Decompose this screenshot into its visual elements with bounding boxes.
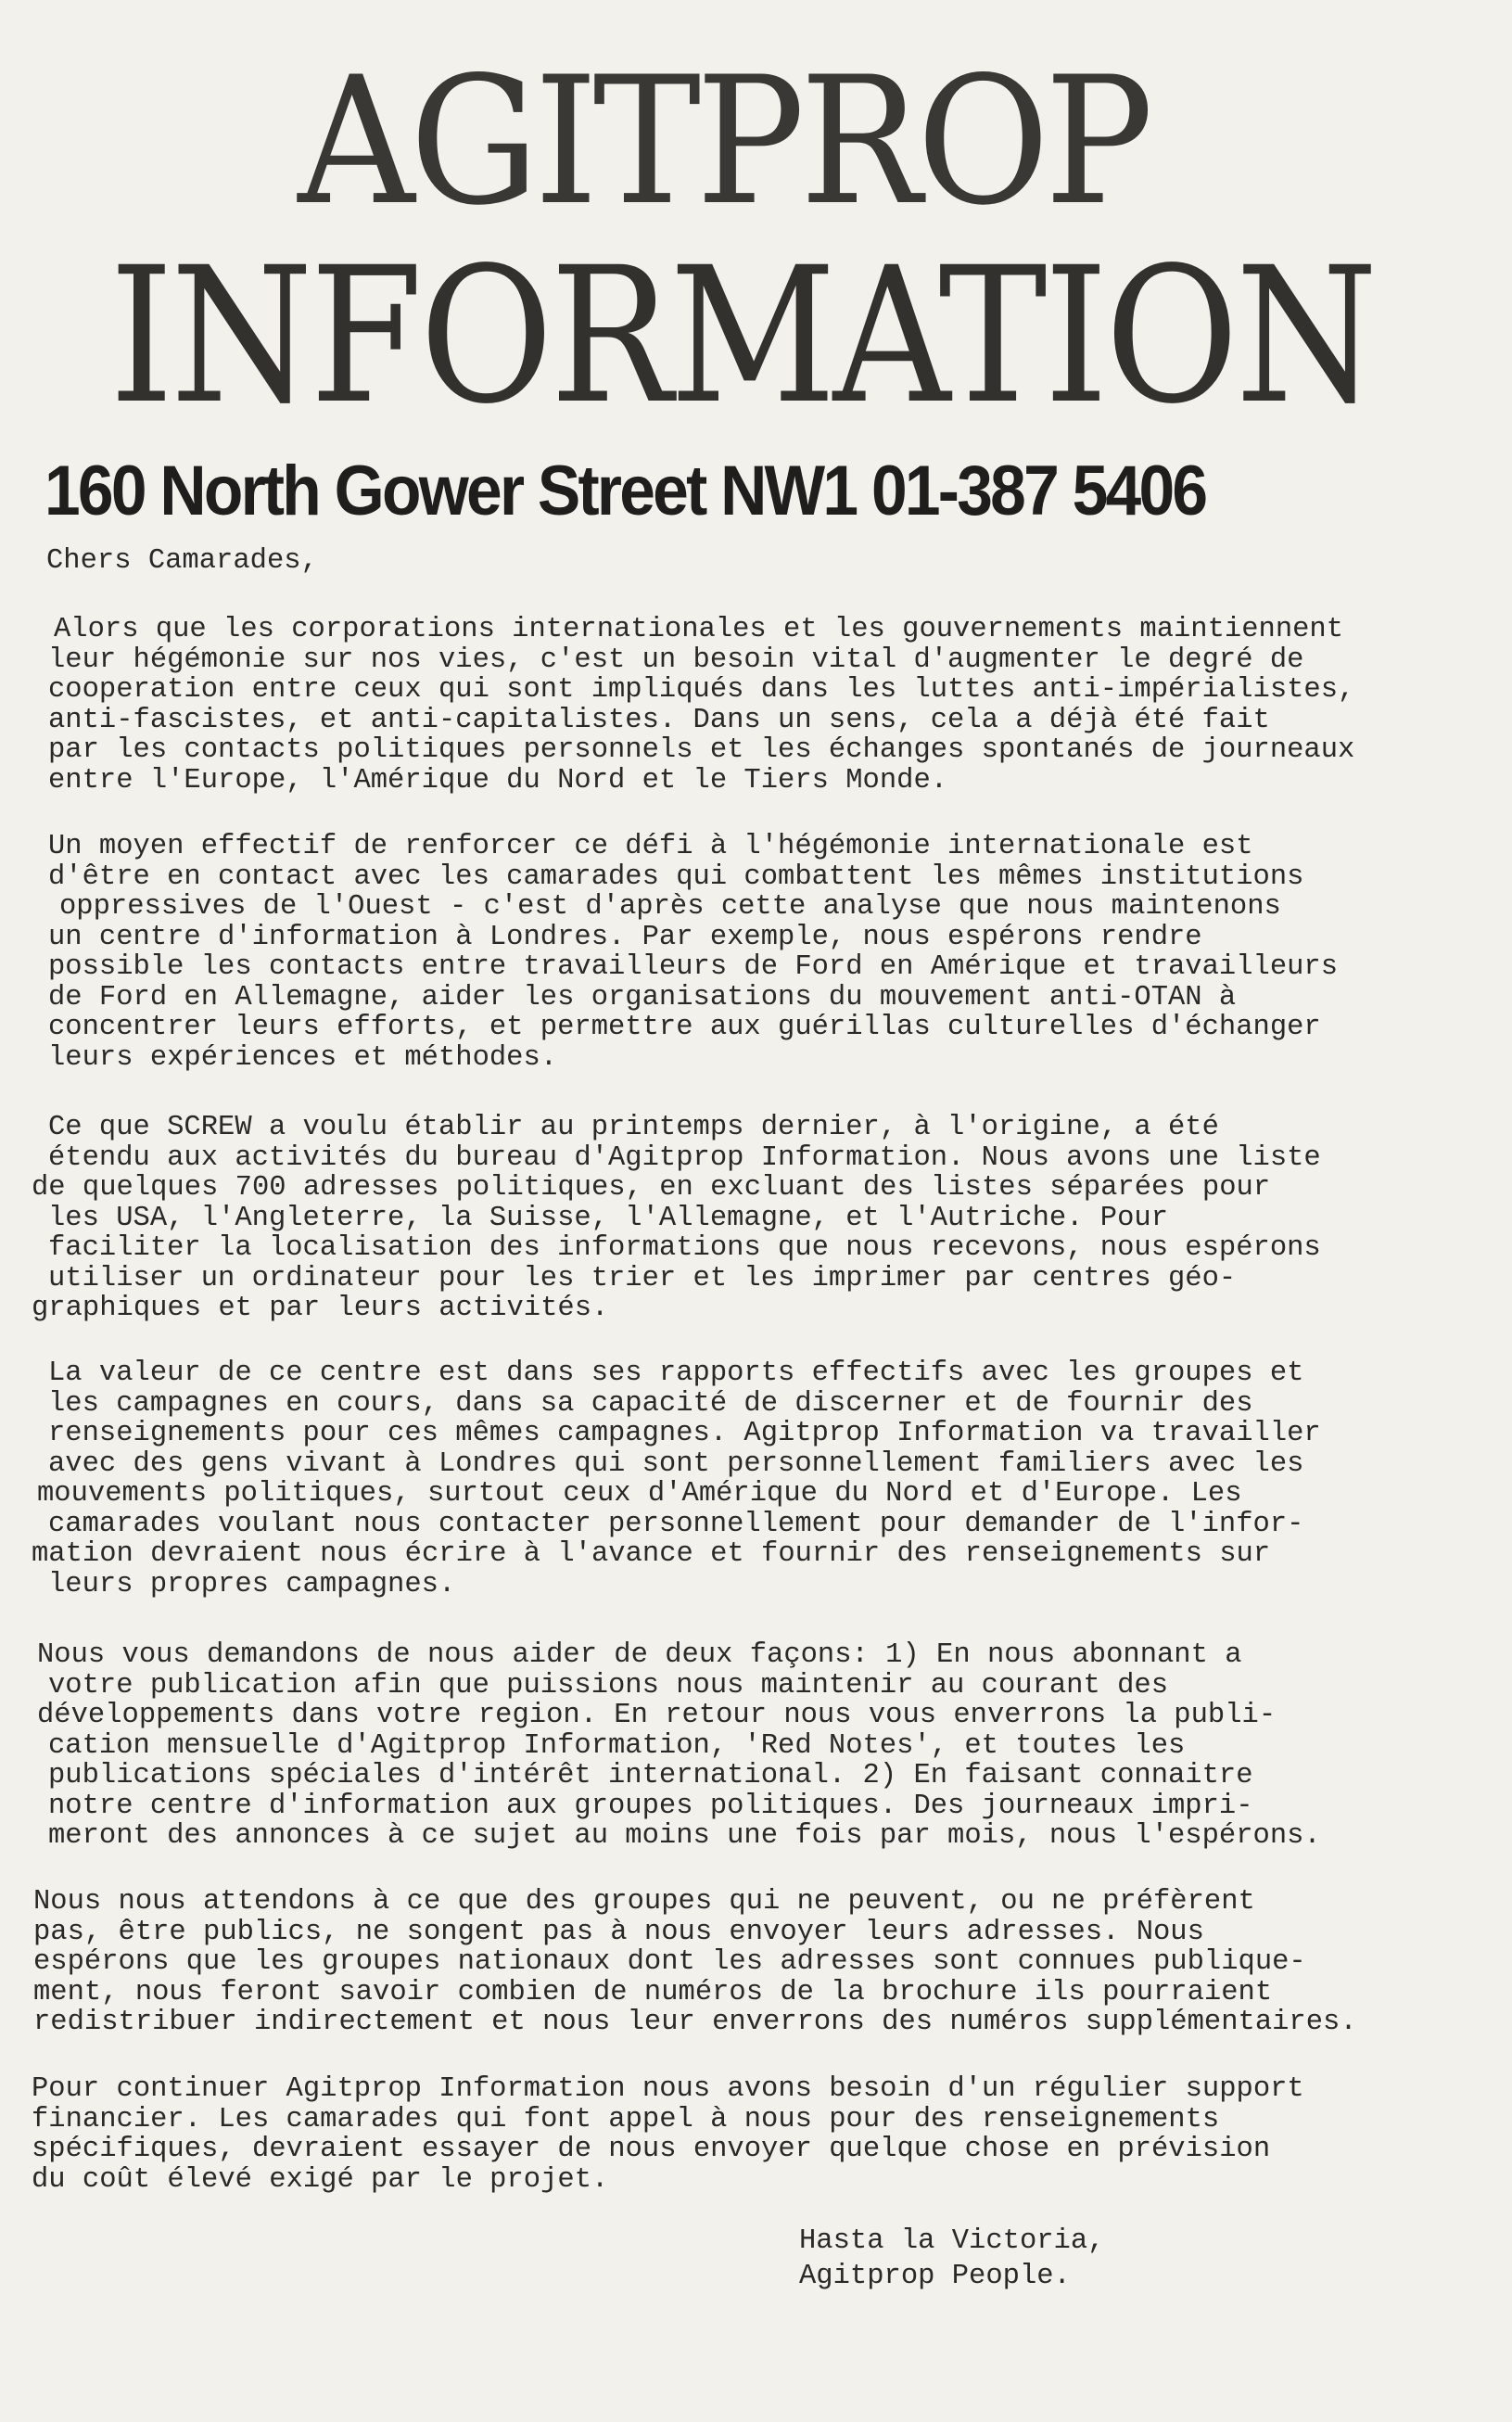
text-line: développements dans votre region. En retour nous vous enverrons la publi- [37, 1700, 1277, 1731]
text-line: spécifiques, devraient essayer de nous envoyer quelque chose en prévision [32, 2134, 1271, 2165]
masthead-address: 160 North Gower Street NW1 01-387 5406 [44, 452, 1206, 530]
text-line: publications spéciales d'intérêt international. 2) En faisant connaitre [48, 1760, 1253, 1791]
text-line: les USA, l'Angleterre, la Suisse, l'Allemagne, et l'Autriche. Pour [48, 1202, 1168, 1234]
text-line: cation mensuelle d'Agitprop Information, 'Red Notes', et toutes les [48, 1729, 1186, 1762]
text-line: faciliter la localisation des informations que nous recevons, nous espérons [48, 1232, 1321, 1264]
text-line: les campagnes en cours, dans sa capacité de discerner et de fournir des [48, 1387, 1253, 1420]
text-line: Nous vous demandons de nous aider de deux façons: 1) En nous abonnant a [37, 1639, 1242, 1671]
text-line: Ce que SCREW a voulu établir au printemps dernier, à l'origine, a été [48, 1112, 1219, 1143]
text-line: ment, nous feront savoir combien de numéros de la brochure ils pourraient [33, 1976, 1273, 2008]
paragraph-1 [48, 615, 1494, 796]
paragraph-3 [32, 1112, 1494, 1324]
text-line: cooperation entre ceux qui sont impliqués dans les luttes anti-impérialistes, [48, 674, 1355, 706]
text-line: leurs propres campagnes. [48, 1568, 456, 1600]
text-line: un centre d'information à Londres. Par exemple, nous espérons rendre [48, 921, 1202, 953]
text-line: entre l'Europe, l'Amérique du Nord et le Tiers Monde. [48, 764, 948, 797]
text-line: La valeur de ce centre est dans ses rapports effectifs avec les groupes et [48, 1358, 1304, 1389]
text-line: renseignements pour ces mêmes campagnes. Agitprop Information va travailler [48, 1418, 1321, 1449]
masthead-title-agitprop: AGITPROP [298, 39, 1149, 244]
text-line: possible les contacts entre travailleurs de Ford en Amérique et travailleurs [48, 951, 1339, 983]
text-line: votre publication afin que puissions nous maintenir au courant des [48, 1669, 1168, 1702]
text-line: du coût élevé exigé par le projet. [32, 2163, 609, 2196]
text-line: Alors que les corporations internationales et les gouvernements maintiennent [54, 614, 1344, 645]
text-line: avec des gens vivant à Londres qui sont personnellement familiers avec les [48, 1447, 1304, 1480]
text-line: par les contacts politiques personnels et les échanges spontanés de journeaux [48, 734, 1355, 766]
text-line: notre centre d'information aux groupes politiques. Des journeaux impri- [48, 1790, 1253, 1822]
text-line: mation devraient nous écrire à l'avance et fournir des renseignements sur [32, 1538, 1271, 1570]
text-line: meront des annonces à ce sujet au moins une fois par mois, nous l'espérons. [48, 1820, 1321, 1852]
text-line: anti-fascistes, et anti-capitalistes. Dans un sens, cela a déjà été fait [48, 704, 1270, 736]
paragraph-4 [32, 1358, 1494, 1600]
text-line: leur hégémonie sur nos vies, c'est un besoin vital d'augmenter le degré de [48, 644, 1304, 676]
text-line: pas, être publics, ne songent pas à nous envoyer leurs adresses. Nous [33, 1916, 1204, 1948]
paragraph-6 [33, 1886, 1494, 2038]
paragraph-7 [32, 2073, 1494, 2196]
text-line: utiliser un ordinateur pour les trier et les imprimer par centres géo- [48, 1262, 1237, 1294]
salutation: Chers Camarades, [46, 545, 318, 577]
paragraph-5 [37, 1639, 1494, 1852]
signoff-greeting: Hasta la Victoria, [799, 2225, 1105, 2257]
text-line: camarades voulant nous contacter personnellement pour demander de l'infor- [48, 1508, 1304, 1540]
text-line: redistribuer indirectement et nous leur enverrons des numéros supplémentaires. [33, 2007, 1357, 2038]
text-line: de quelques 700 adresses politiques, en excluant des listes séparées pour [32, 1172, 1271, 1204]
text-line: Un moyen effectif de renforcer ce défi à l'hégémonie internationale est [48, 831, 1253, 862]
masthead-title-information: INFORMATION [109, 226, 1375, 445]
text-line: Pour continuer Agitprop Information nous avons besoin d'un régulier support [32, 2073, 1304, 2105]
text-line: mouvements politiques, surtout ceux d'Amérique du Nord et d'Europe. Les [37, 1478, 1242, 1510]
text-line: graphiques et par leurs activités. [32, 1293, 609, 1324]
text-line: étendu aux activités du bureau d'Agitprop Information. Nous avons une liste [48, 1141, 1321, 1174]
text-line: leurs expériences et méthodes. [48, 1041, 558, 1074]
text-line: de Ford en Allemagne, aider les organisations du mouvement anti-OTAN à [48, 981, 1237, 1013]
signoff [799, 2224, 1104, 2294]
text-line: oppressives de l'Ouest - c'est d'après cette analyse que nous maintenons [59, 891, 1281, 923]
signoff-signature: Agitprop People. [799, 2261, 1071, 2292]
text-line: financier. Les camarades qui font appel à nous pour des renseignements [32, 2103, 1220, 2135]
text-line: d'être en contact avec les camarades qui combattent les mêmes institutions [48, 860, 1304, 893]
text-line: espérons que les groupes nationaux dont les adresses sont connues publique- [33, 1946, 1306, 1978]
paragraph-2 [48, 832, 1494, 1073]
text-line: Nous nous attendons à ce que des groupes qui ne peuvent, ou ne préfèrent [33, 1886, 1255, 1918]
text-line: concentrer leurs efforts, et permettre aux guérillas culturelles d'échanger [48, 1012, 1321, 1043]
